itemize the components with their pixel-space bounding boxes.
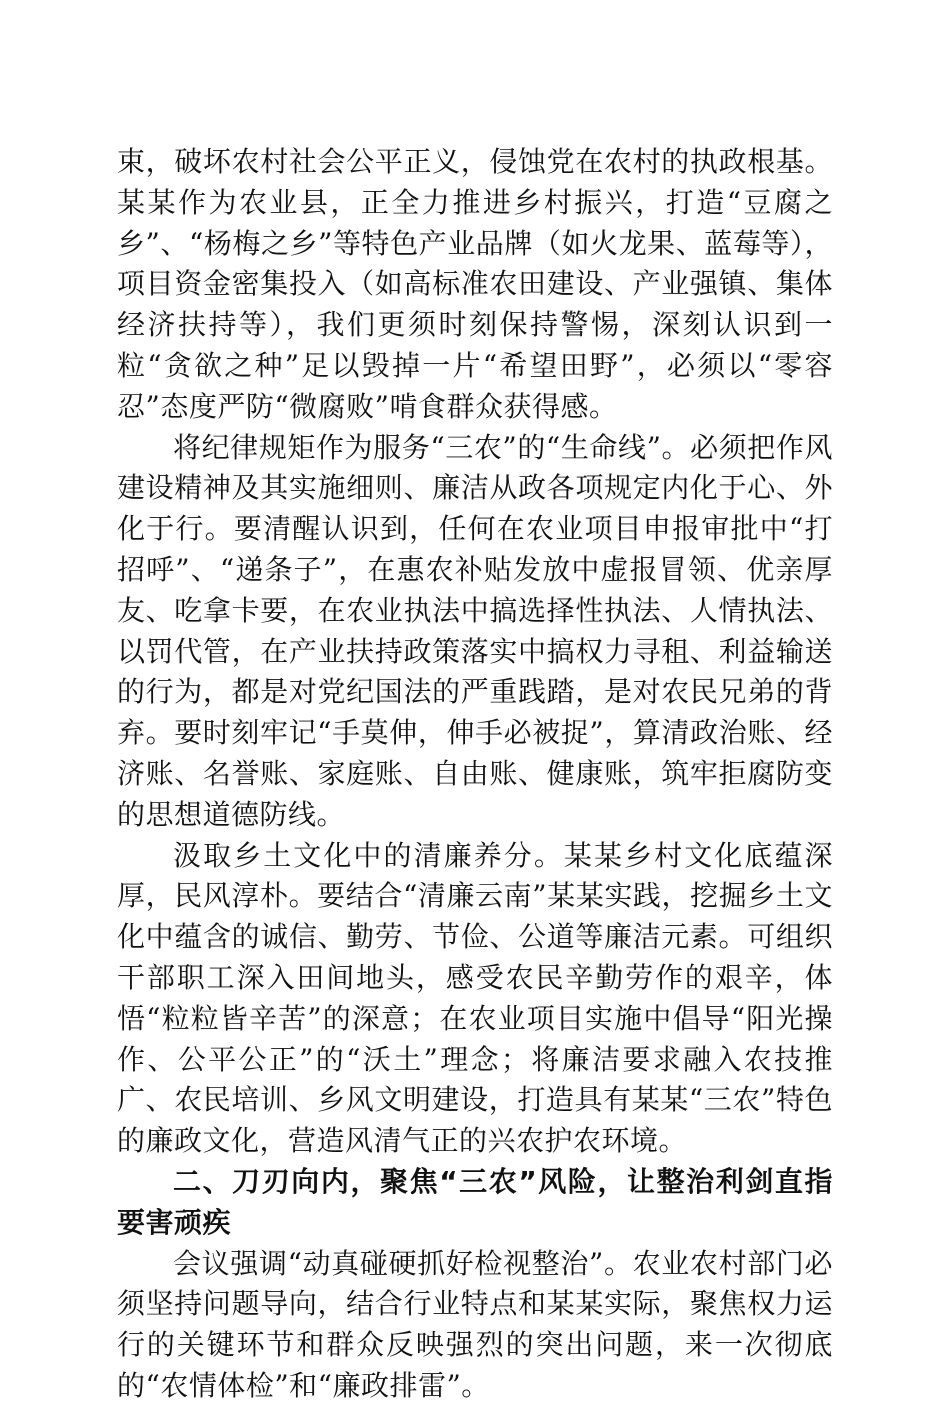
document-page [117,142,833,1407]
section-heading: 二、刀刃向内，聚焦“三农”风险，让整治利剑直指要害顽疾 [117,1164,833,1239]
paragraph-discipline: 将纪律规矩作为服务“三农”的“生命线”。必须把作风建设精神及其实施细则、廉洁从政各项规定内化于心、外化于行。要清醒认识到，任何在农业项目申报审批中“打招呼”、“递条子”，在惠农补贴发放中虚报冒领、优亲厚友、吃拿卡要，在农业执法中搞选择性执法、人情执法、以罚代管，在产业扶持政策落实中搞权力寻租、利益输送的行为，都是对党纪国法的严重践踏，是对农民兄弟的背弃。要时刻牢记“手莫伸，伸手必被捉”，算清政治账、经济账、名誉账、家庭账、自由账、健康账，筑牢拒腐防变的思想道德防线。 [117,430,833,831]
paragraph-continuation: 束，破坏农村社会公平正义，侵蚀党在农村的执政根基。某某作为农业县，正全力推进乡村振兴，打造“豆腐之乡”、“杨梅之乡”等特色产业品牌（如火龙果、蓝莓等），项目资金密集投入（如高标准农田建设、产业强镇、集体经济扶持等），我们更须时刻保持警惕，深刻认识到一粒“贪欲之种”足以毁掉一片“希望田野”，必须以“零容忍”态度严防“微腐败”啃食群众获得感。 [117,145,833,423]
paragraph-meeting: 会议强调“动真碰硬抓好检视整治”。农业农村部门必须坚持问题导向，结合行业特点和某某实际，聚焦权力运行的关键环节和群众反映强烈的突出问题，来一次彻底的“农情体检”和“廉政排雷”。 [117,1246,833,1402]
paragraph-culture: 汲取乡土文化中的清廉养分。某某乡村文化底蕴深厚，民风淳朴。要结合“清廉云南”某某实践，挖掘乡土文化中蕴含的诚信、勤劳、节俭、公道等廉洁元素。可组织干部职工深入田间地头，感受农民辛勤劳作的艰辛，体悟“粒粒皆辛苦”的深意；在农业项目实施中倡导“阳光操作、公平公正”的“沃土”理念；将廉洁要求融入农技推广、农民培训、乡风文明建设，打造具有某某“三农”特色的廉政文化，营造风清气正的兴农护农环境。 [117,838,833,1158]
